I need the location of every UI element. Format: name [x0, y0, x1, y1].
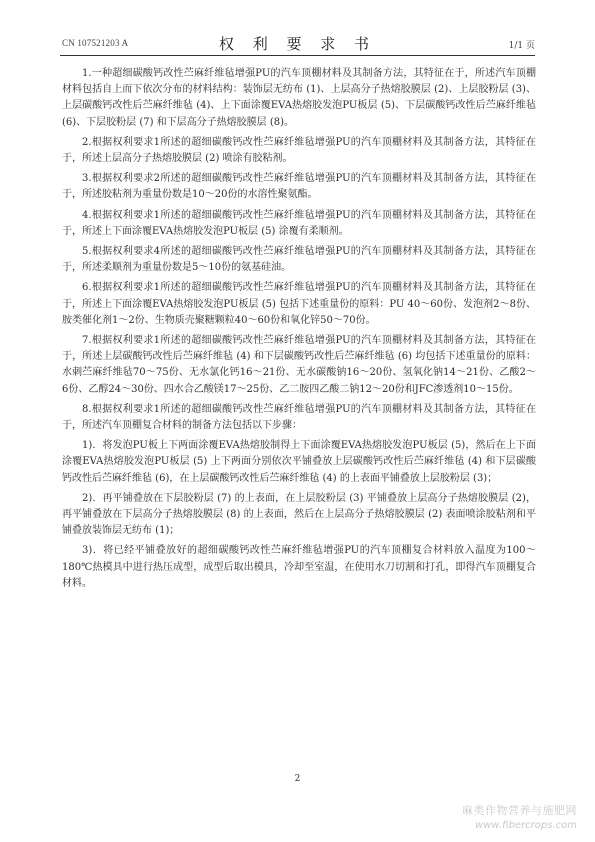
document-number: CN 107521203 A	[62, 38, 129, 48]
watermark-url: www.fibercrops.com	[475, 820, 577, 831]
claim-2: 2.根据权利要求1所述的超细碳酸钙改性苎麻纤维毡增强PU的汽车顶棚材料及其制备方法，其特征在于，所述上层高分子热熔胶膜层 (2) 喷涂有胶粘剂。	[62, 136, 536, 165]
watermark	[462, 802, 577, 831]
document-title: 权 利 要 求 书	[218, 35, 377, 53]
header-divider	[60, 55, 535, 56]
claim-8: 8.根据权利要求1所述的超细碳酸钙改性苎麻纤维毡增强PU的汽车顶棚材料及其制备方法，其特征在于，所述汽车顶棚复合材料的制备方法包括以下步骤：	[62, 403, 536, 432]
watermark-site-name: 麻类作物营养与施肥网	[462, 804, 577, 817]
claim-1: 1.一种超细碳酸钙改性苎麻纤维毡增强PU的汽车顶棚材料及其制备方法，其特征在于，所述汽车顶棚材料包括自上而下依次分布的材料结构：装饰层无纺布 (1)、上层高分子热熔胶膜层 (2)、上层胶粉层 (3)、上层碳酸钙改性后苎麻纤维毡 (4)、上下面涂覆EVA热熔胶发泡PU板层 (5)、下层碳酸钙改性后苎麻纤维毡 (6)、下层胶粉层 (7) 和下层高分子热熔胶膜层 (8)。	[62, 68, 536, 128]
claim-7: 7.根据权利要求1所述的超细碳酸钙改性苎麻纤维毡增强PU的汽车顶棚材料及其制备方法，其特征在于，所述上层碳酸钙改性后苎麻纤维毡 (4) 和下层碳酸钙改性后苎麻纤维毡 (6) 均包括下述重量份的原料：水刺苎麻纤维毡70～75份、无水氯化钙16～21份、无水碳酸钠16～20份、氢氧化钠14～21份、乙酸2～6份、乙醇24～30份、四水合乙酸镁17～25份、乙二胺四乙酸二钠12～20份和JFC渗透剂10～15份。	[62, 335, 536, 395]
claim-8-step-2: 2)．再平铺叠放在下层胶粉层 (7) 的上表面，在上层胶粉层 (3) 平铺叠放上层高分子热熔胶膜层 (2)，再平铺叠放在下层高分子热熔胶膜层 (8) 的上表面，然后在上层高分子热熔胶膜层 (2) 表面喷涂胶粘剂和平铺叠放装饰层无纺布 (1)；	[62, 492, 536, 537]
page-number: 2	[294, 774, 301, 784]
claim-8-step-3: 3)．将已经平铺叠放好的超细碳酸钙改性苎麻纤维毡增强PU的汽车顶棚复合材料放入温度为100～180℃热模具中进行热压成型，成型后取出模具，冷却至室温，在使用水刀切割和打孔，即得汽车顶棚复合材料。	[62, 545, 536, 589]
claim-5: 5.根据权利要求4所述的超细碳酸钙改性苎麻纤维毡增强PU的汽车顶棚材料及其制备方法，其特征在于，所述柔顺剂为重量份数是5～10份的氨基硅油。	[62, 246, 536, 274]
page-indicator: 1/1 页	[508, 41, 535, 51]
claim-3: 3.根据权利要求2所述的超细碳酸钙改性苎麻纤维毡增强PU的汽车顶棚材料及其制备方法，其特征在于，所述胶粘剂为重量份数是10～20份的水溶性聚氨酯。	[62, 173, 536, 201]
claim-6: 6.根据权利要求1所述的超细碳酸钙改性苎麻纤维毡增强PU的汽车顶棚材料及其制备方法，其特征在于，所述上下面涂覆EVA热熔胶发泡PU板层 (5) 包括下述重量份的原料：PU 40～60份、发泡剂2～8份、胺类催化剂1～2份、生物质壳聚糖颗粒40～60份和氧化锌50～70份。	[62, 282, 536, 326]
claim-8-step-1: 1)．将发泡PU板上下两面涂覆EVA热熔胶制得上下面涂覆EVA热熔胶发泡PU板层 (5)，然后在上下面涂覆EVA热熔胶发泡PU板层 (5) 上下两面分别依次平铺叠放上层碳酸钙改性后苎麻纤维毡 (4) 和下层碳酸钙改性后苎麻纤维毡 (6)，在上层碳酸钙改性后苎麻纤维毡 (4) 的上表面平铺叠放上层胶粉层 (3)；	[62, 440, 536, 484]
claim-4: 4.根据权利要求1所述的超细碳酸钙改性苎麻纤维毡增强PU的汽车顶棚材料及其制备方法，其特征在于，所述上下面涂覆EVA热熔胶发泡PU板层 (5) 涂覆有柔顺剂。	[62, 209, 536, 237]
claims-body	[62, 66, 536, 596]
